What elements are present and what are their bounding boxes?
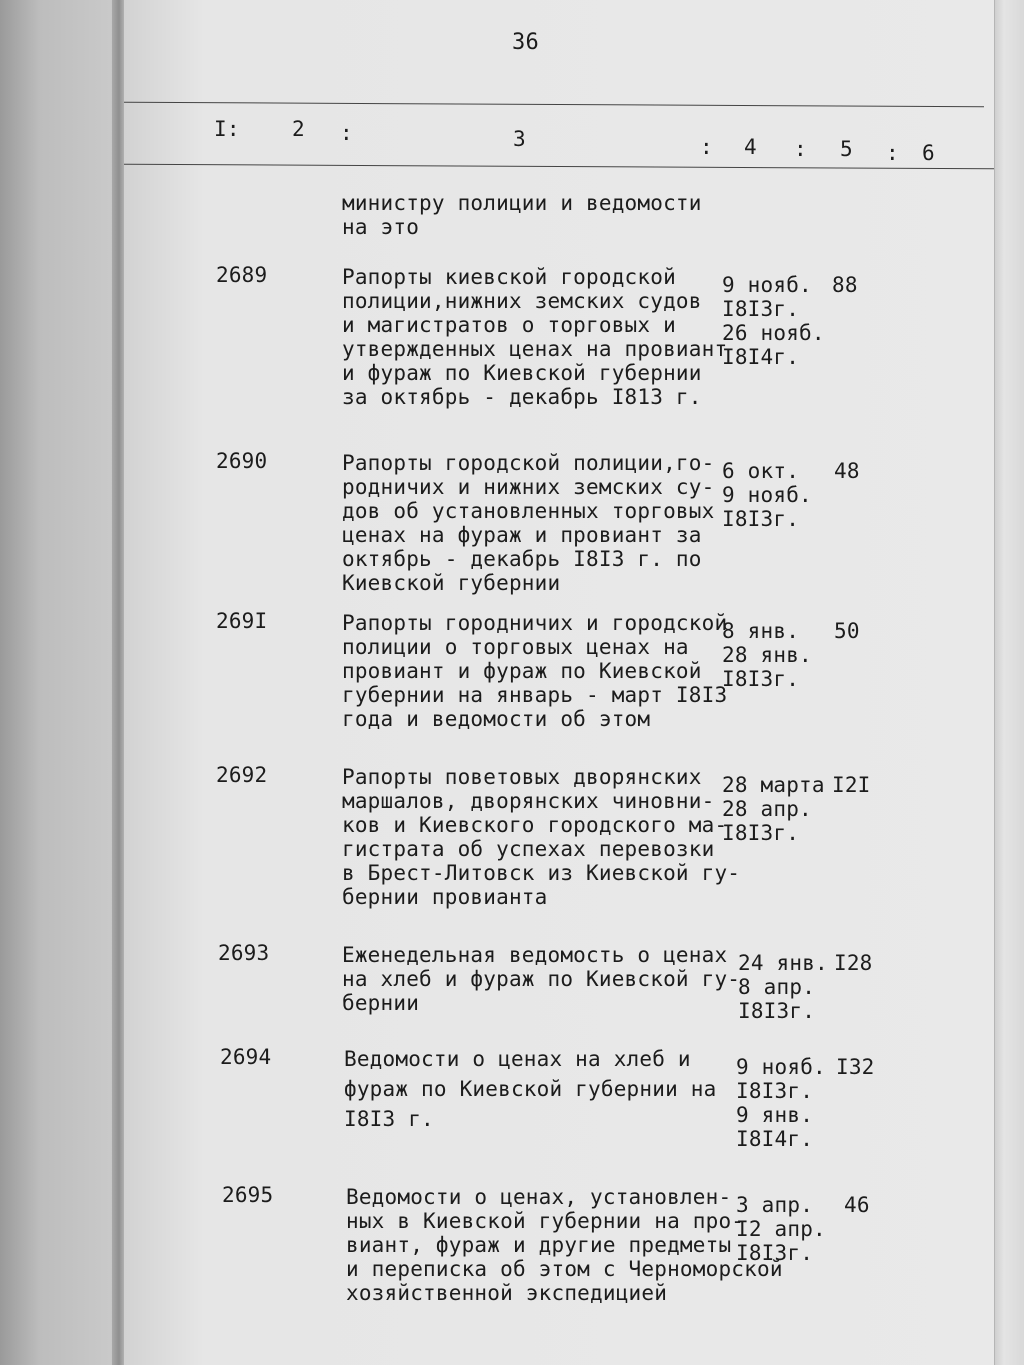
header-sep-4: : (886, 141, 899, 165)
header-sep-3: : (794, 137, 807, 161)
header-col-3: 3 (513, 127, 526, 151)
entry-date-line: I8I3г. (722, 821, 800, 845)
entry-sheet-count: 46 (844, 1193, 870, 1217)
entry-sheet-count: 48 (834, 459, 860, 483)
entry-title-line: гистрата об успехах перевозки (342, 837, 715, 861)
entry-date-line: 28 янв. (722, 643, 812, 667)
entry-title-line: полиции о торговых ценах на (342, 635, 689, 659)
facing-page (0, 0, 120, 1365)
page-edge (994, 0, 1024, 1365)
entry-title-line: за октябрь - декабрь I813 г. (342, 385, 702, 409)
header-sep-1: : (340, 121, 353, 145)
entry-title-line: года и ведомости об этом (342, 707, 651, 731)
entry-date-line: I8I3г. (738, 999, 816, 1023)
entry-date-line: I8I3г. (722, 297, 800, 321)
entry-title-line: в Брест-Литовск из Киевской гу- (342, 861, 741, 885)
entry-date-line: 8 апр. (738, 975, 816, 999)
entry-title-line: родничих и нижних земских су- (342, 475, 715, 499)
entry-title-line: маршалов, дворянских чиновни- (342, 789, 715, 813)
entry-title-line: и фураж по Киевской губернии (342, 361, 702, 385)
entry-title-line: провиант и фураж по Киевской (342, 659, 702, 683)
entry-number: 2692 (216, 763, 268, 787)
entry-date-line: 9 нояб. (722, 273, 812, 297)
entry-date-line: 9 нояб. (736, 1055, 826, 1079)
entry-title-line: Рапорты городничих и городской (342, 611, 728, 635)
entry-date-line: 3 апр. (736, 1193, 814, 1217)
entry-title-line: Еженедельная ведомость о ценах (342, 943, 728, 967)
header-col-5: 5 (840, 137, 853, 161)
entry-title-line: октябрь - декабрь I8I3 г. по (342, 547, 702, 571)
entry-date-line: 8 янв. (722, 619, 800, 643)
entry-title-line: дов об установленных торговых (342, 499, 715, 523)
header-col-2: 2 (292, 117, 305, 141)
entry-title-line: и переписка об этом с Черноморской (346, 1257, 783, 1281)
entry-title-line: Рапорты киевской городской (342, 265, 676, 289)
entry-date-line: I8I3г. (736, 1241, 814, 1265)
entry-title-line: Рапорты городской полиции,го- (342, 451, 715, 475)
entry-sheet-count: I32 (836, 1055, 875, 1079)
entry-number: 2694 (220, 1045, 272, 1069)
continuation-line: министру полиции и ведомости (342, 191, 702, 215)
entry-number: 2690 (216, 449, 268, 473)
entry-title-line: ных в Киевской губернии на про- (346, 1209, 745, 1233)
entry-date-line: I8I4г. (736, 1127, 814, 1151)
entry-number: 2693 (218, 941, 270, 965)
continuation-line: на это (342, 215, 420, 239)
entry-title-line: хозяйственной экспедицией (346, 1281, 668, 1305)
entry-title-line: ков и Киевского городского ма- (342, 813, 728, 837)
entry-date-line: I2 апр. (736, 1217, 826, 1241)
entry-date-line: 28 марта (722, 773, 825, 797)
entry-title-line: Ведомости о ценах на хлеб и (344, 1047, 691, 1071)
header-sep-2: : (700, 135, 713, 159)
entry-date-line: 28 апр. (722, 797, 812, 821)
entry-date-line: I8I3г. (722, 507, 800, 531)
entry-title-line: фураж по Киевской губернии на (344, 1077, 717, 1101)
entry-date-line: I8I3г. (736, 1079, 814, 1103)
entry-title-line: ценах на фураж и провиант за (342, 523, 702, 547)
entry-title-line: бернии (342, 991, 420, 1015)
entry-title-line: и магистратов о торговых и (342, 313, 676, 337)
entry-sheet-count: I28 (834, 951, 873, 975)
entry-sheet-count: I2I (832, 773, 871, 797)
entry-date-line: I8I4г. (722, 345, 800, 369)
entry-sheet-count: 88 (832, 273, 858, 297)
entry-title-line: виант, фураж и другие предметы (346, 1233, 732, 1257)
entry-date-line: 6 окт. (722, 459, 800, 483)
entry-title-line: Ведомости о ценах, установлен- (346, 1185, 732, 1209)
page-number: 36 (512, 30, 539, 55)
entry-title-line: Рапорты поветовых дворянских (342, 765, 702, 789)
entry-title-line: утвержденных ценах на провиант (342, 337, 728, 361)
entry-title-line: на хлеб и фураж по Киевской гу- (342, 967, 741, 991)
entry-number: 2689 (216, 263, 268, 287)
header-col-4: 4 (744, 135, 757, 159)
entry-title-line: I8I3 г. (344, 1107, 434, 1131)
entry-sheet-count: 50 (834, 619, 860, 643)
entry-number: 2695 (222, 1183, 274, 1207)
entry-title-line: Киевской губернии (342, 571, 561, 595)
entry-title-line: бернии провианта (342, 885, 548, 909)
entry-date-line: 24 янв. (738, 951, 828, 975)
entry-title-line: губернии на январь - март I8I3 (342, 683, 728, 707)
entry-date-line: I8I3г. (722, 667, 800, 691)
entry-date-line: 9 янв. (736, 1103, 814, 1127)
entry-date-line: 26 нояб. (722, 321, 825, 345)
entry-date-line: 9 нояб. (722, 483, 812, 507)
header-col-1: I: (214, 117, 240, 141)
entry-number: 269I (216, 609, 268, 633)
header-col-6: 6 (922, 141, 935, 165)
entry-title-line: полиции,нижних земских судов (342, 289, 702, 313)
